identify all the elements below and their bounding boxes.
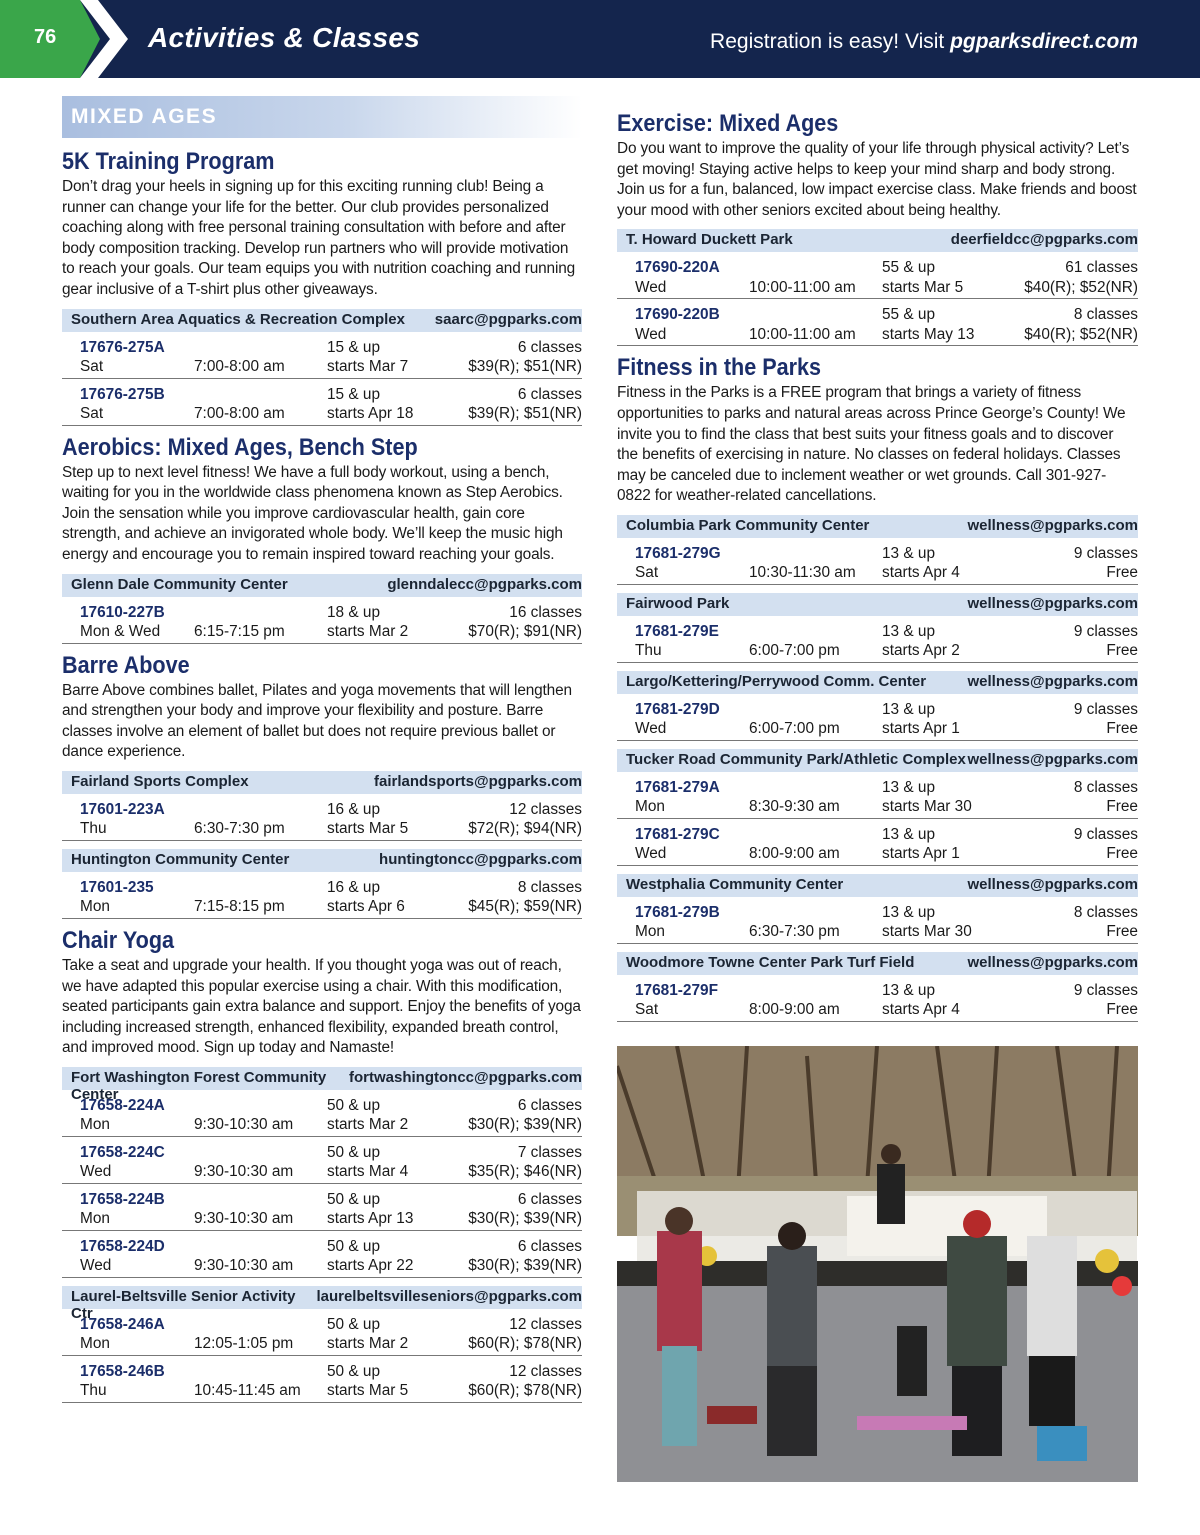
class-count: 12 classes	[509, 1362, 582, 1380]
location-email[interactable]: wellness@pgparks.com	[967, 516, 1138, 534]
location-email[interactable]: laurelbeltsvilleseniors@pgparks.com	[316, 1287, 582, 1305]
mixed-ages-banner: MIXED AGES	[62, 96, 582, 138]
fee: Free	[1106, 720, 1138, 738]
course-code[interactable]: 17690-220A	[635, 259, 720, 277]
location-email[interactable]: wellness@pgparks.com	[967, 750, 1138, 768]
program-title: Aerobics: Mixed Ages, Bench Step	[62, 433, 418, 461]
meeting-day: Mon	[80, 1335, 110, 1353]
course-code[interactable]: 17681-279A	[635, 778, 720, 796]
meeting-time: 6:00-7:00 pm	[749, 720, 840, 738]
start-date: starts Mar 2	[327, 1116, 409, 1134]
course-code[interactable]: 17658-224D	[80, 1237, 165, 1255]
location-name: Glenn Dale Community Center	[71, 575, 288, 593]
program-description: Don’t drag your heels in signing up for this exciting running club! Being a runner can change your life for the better. Our club provides personalized coaching along with free personal training consultation with before and after body composition tracking. Develop run partners who will provide motivation to reach your goals. Our team equips you with nutrition coaching and running gear inclusive of a T-shirt plus other giveaways.	[62, 178, 576, 298]
class-count: 9 classes	[1073, 700, 1138, 718]
location-block	[62, 574, 582, 644]
age-range: 50 & up	[327, 1362, 381, 1380]
location-bar	[617, 749, 1138, 772]
class-count: 9 classes	[1073, 825, 1138, 843]
age-range: 13 & up	[882, 778, 936, 796]
fee: $35(R); $46(NR)	[468, 1163, 582, 1181]
meeting-day: Mon	[80, 898, 110, 916]
meeting-day: Wed	[635, 278, 667, 296]
program-description: Take a seat and upgrade your health. If you thought yoga was out of reach, we have adapted this popular exercise using a chair. With this modification, seated participants gain extra balance and support. Enjoy the benefits of yoga including increased strength, enhanced flexibility, expanded breath control, and improved mood. Sign up today and Namaste!	[62, 956, 581, 1057]
class-row	[62, 1137, 582, 1184]
meeting-day: Mon & Wed	[80, 623, 161, 641]
location-block	[617, 593, 1138, 663]
meeting-time: 6:00-7:00 pm	[749, 642, 840, 660]
course-code[interactable]: 17676-275B	[80, 385, 165, 403]
class-row	[62, 1090, 582, 1137]
location-block	[617, 874, 1138, 944]
age-range: 50 & up	[327, 1143, 381, 1161]
location-name: Westphalia Community Center	[626, 875, 844, 893]
course-code[interactable]: 17681-279B	[635, 903, 720, 921]
class-row	[62, 872, 582, 919]
meeting-day: Sat	[635, 1001, 659, 1019]
meeting-time: 9:30-10:30 am	[194, 1116, 294, 1134]
location-name: Tucker Road Community Park/Athletic Complex	[626, 750, 966, 768]
class-count: 8 classes	[517, 878, 582, 896]
spacer	[749, 825, 882, 845]
class-count: 6 classes	[517, 338, 582, 356]
location-name: Laurel-Beltsville Senior Activity Ctr	[71, 1287, 296, 1322]
class-row	[617, 772, 1138, 819]
spacer	[194, 800, 327, 820]
location-block	[617, 749, 1138, 866]
location-block	[62, 1286, 582, 1403]
registration-tagline: Registration is easy! Visit pgparksdirect.com	[710, 30, 1138, 53]
course-code[interactable]: 17681-279E	[635, 622, 719, 640]
class-count: 9 classes	[1073, 622, 1138, 640]
spacer	[749, 700, 882, 720]
location-email[interactable]: fortwashingtoncc@pgparks.com	[349, 1068, 582, 1086]
class-row	[62, 1309, 582, 1356]
location-bar	[617, 671, 1138, 694]
fee: $30(R); $39(NR)	[468, 1116, 582, 1134]
location-email[interactable]: wellness@pgparks.com	[967, 672, 1138, 690]
age-range: 50 & up	[327, 1315, 381, 1333]
course-code[interactable]: 17601-235	[80, 878, 154, 896]
location-email[interactable]: wellness@pgparks.com	[967, 953, 1138, 971]
class-row	[62, 597, 582, 644]
fee: Free	[1106, 564, 1138, 582]
meeting-time: 6:30-7:30 pm	[749, 923, 840, 941]
age-range: 50 & up	[327, 1237, 381, 1255]
spacer	[194, 1237, 327, 1257]
start-date: starts May 13	[882, 325, 975, 343]
meeting-day: Wed	[635, 325, 667, 343]
spacer	[194, 1362, 327, 1382]
meeting-day: Mon	[80, 1116, 110, 1134]
course-code[interactable]: 17601-223A	[80, 800, 165, 818]
class-row	[62, 1184, 582, 1231]
age-range: 16 & up	[327, 800, 381, 818]
fitness-class-photo	[617, 1046, 1138, 1482]
fee: $60(R); $78(NR)	[468, 1382, 582, 1400]
course-code[interactable]: 17610-227B	[80, 603, 165, 621]
fee: $60(R); $78(NR)	[468, 1335, 582, 1353]
course-code[interactable]: 17681-279F	[635, 981, 719, 999]
location-name: Fairwood Park	[626, 594, 730, 612]
meeting-day: Wed	[635, 720, 667, 738]
age-range: 15 & up	[327, 385, 381, 403]
class-count: 61 classes	[1065, 259, 1138, 277]
fee: Free	[1106, 1001, 1138, 1019]
location-bar	[62, 574, 582, 597]
meeting-day: Mon	[80, 1210, 110, 1228]
class-row	[617, 819, 1138, 866]
meeting-time: 7:15-8:15 pm	[194, 898, 285, 916]
fee: Free	[1106, 923, 1138, 941]
meeting-time: 6:15-7:15 pm	[194, 623, 285, 641]
start-date: starts Mar 5	[327, 820, 409, 838]
start-date: starts Mar 2	[327, 623, 409, 641]
class-row	[617, 897, 1138, 944]
class-count: 9 classes	[1073, 544, 1138, 562]
meeting-time: 9:30-10:30 am	[194, 1163, 294, 1181]
start-date: starts Apr 13	[327, 1210, 414, 1228]
meeting-time: 6:30-7:30 pm	[194, 820, 285, 838]
meeting-time: 7:00-8:00 am	[194, 405, 285, 423]
course-code[interactable]: 17681-279D	[635, 700, 720, 718]
course-code[interactable]: 17658-224A	[80, 1096, 165, 1114]
program-title: Barre Above	[62, 651, 190, 679]
fee: $30(R); $39(NR)	[468, 1210, 582, 1228]
meeting-time: 10:00-11:00 am	[749, 278, 856, 296]
location-block	[62, 309, 582, 426]
age-range: 15 & up	[327, 338, 381, 356]
start-date: starts Apr 4	[882, 1001, 960, 1019]
location-bar	[62, 849, 582, 872]
location-bar	[617, 515, 1138, 538]
meeting-time: 10:00-11:00 am	[749, 325, 856, 343]
meeting-day: Thu	[80, 820, 107, 838]
spacer	[749, 305, 882, 325]
location-email[interactable]: deerfieldcc@pgparks.com	[950, 231, 1138, 249]
fee: Free	[1106, 642, 1138, 660]
start-date: starts Mar 2	[327, 1335, 409, 1353]
age-range: 13 & up	[882, 622, 936, 640]
course-code[interactable]: 17676-275A	[80, 338, 165, 356]
start-date: starts Mar 5	[327, 1382, 409, 1400]
location-name: Columbia Park Community Center	[626, 516, 870, 534]
class-row	[62, 794, 582, 841]
age-range: 13 & up	[882, 825, 936, 843]
class-row	[617, 975, 1138, 1022]
location-email[interactable]: saarc@pgparks.com	[434, 310, 582, 328]
spacer	[749, 981, 882, 1001]
start-date: starts Mar 7	[327, 358, 409, 376]
start-date: starts Apr 2	[882, 642, 960, 660]
location-name: Largo/Kettering/Perrywood Comm. Center	[626, 672, 927, 690]
spacer	[194, 1190, 327, 1210]
start-date: starts Mar 30	[882, 798, 972, 816]
age-range: 18 & up	[327, 603, 381, 621]
class-count: 6 classes	[517, 1237, 582, 1255]
meeting-day: Thu	[635, 642, 662, 660]
meeting-day: Sat	[80, 358, 104, 376]
age-range: 16 & up	[327, 878, 381, 896]
spacer	[194, 385, 327, 405]
spacer	[749, 622, 882, 642]
location-name: Southern Area Aquatics & Recreation Complex	[71, 310, 405, 328]
class-count: 6 classes	[517, 1190, 582, 1208]
program-title: Fitness in the Parks	[617, 354, 822, 382]
course-code[interactable]: 17658-224C	[80, 1143, 165, 1161]
meeting-time: 12:05-1:05 pm	[194, 1335, 294, 1353]
location-email[interactable]: huntingtoncc@pgparks.com	[379, 850, 582, 868]
location-email[interactable]: wellness@pgparks.com	[967, 594, 1138, 612]
fee: $40(R); $52(NR)	[1024, 325, 1138, 343]
spacer	[194, 878, 327, 898]
age-range: 55 & up	[882, 306, 936, 324]
age-range: 13 & up	[882, 903, 936, 921]
class-row	[62, 379, 582, 426]
location-block	[62, 771, 582, 841]
section-title: Activities & Classes	[148, 22, 421, 53]
fee: $70(R); $91(NR)	[468, 623, 582, 641]
start-date: starts Apr 22	[327, 1257, 414, 1275]
location-name: Fort Washington Forest Community Center	[71, 1068, 327, 1103]
location-block	[617, 229, 1138, 346]
course-code[interactable]: 17681-279C	[635, 825, 720, 843]
start-date: starts Apr 1	[882, 845, 960, 863]
meeting-day: Thu	[80, 1382, 107, 1400]
class-count: 6 classes	[517, 1096, 582, 1114]
left-column	[62, 96, 582, 1411]
location-name: Huntington Community Center	[71, 850, 290, 868]
spacer	[194, 603, 327, 623]
class-count: 7 classes	[517, 1143, 582, 1161]
age-range: 50 & up	[327, 1096, 381, 1114]
meeting-day: Sat	[635, 564, 659, 582]
age-range: 13 & up	[882, 544, 936, 562]
meeting-time: 8:00-9:00 am	[749, 845, 840, 863]
location-email[interactable]: wellness@pgparks.com	[967, 875, 1138, 893]
location-bar	[62, 771, 582, 794]
meeting-time: 8:30-9:30 am	[749, 798, 840, 816]
meeting-time: 10:45-11:45 am	[194, 1382, 301, 1400]
location-bar	[62, 1286, 582, 1322]
program-description: Fitness in the Parks is a FREE program that brings a variety of fitness opportunities to parks and natural areas across Prince George’s County! We invite you to find the class that best suits your fitness goals and to discover the benefits of exercising in nature. No classes on federal holidays. Classes may be canceled due to inclement weather or wet grounds. Call 301-927-0822 for weather-related cancellations.	[617, 384, 1126, 505]
meeting-day: Mon	[635, 798, 665, 816]
fee: Free	[1106, 798, 1138, 816]
class-row	[62, 332, 582, 379]
start-date: starts Apr 18	[327, 405, 414, 423]
program-description: Do you want to improve the quality of your life through physical activity? Let’s get moving! Staying active helps to keep your mind sharp and body strong. Join us for a fun, balanced, low impact exercise class. Make friends and boost your mood with other seniors excited about being healthy.	[617, 140, 1137, 219]
class-row	[617, 694, 1138, 741]
class-count: 12 classes	[509, 1315, 582, 1333]
meeting-time: 9:30-10:30 am	[194, 1210, 294, 1228]
class-row	[617, 616, 1138, 663]
class-count: 12 classes	[509, 800, 582, 818]
program-description: Barre Above combines ballet, Pilates and yoga movements that will lengthen and strengthen your body and improve your flexibility and posture. Barre classes involve an element of ballet but does not require previous ballet or dance experience.	[62, 681, 572, 761]
class-row	[62, 1356, 582, 1403]
course-code[interactable]: 17690-220B	[635, 306, 720, 324]
meeting-day: Sat	[80, 405, 104, 423]
class-row	[617, 538, 1138, 585]
location-bar	[617, 874, 1138, 897]
location-bar	[617, 229, 1138, 252]
class-count: 16 classes	[509, 603, 582, 621]
course-code[interactable]: 17658-246A	[80, 1315, 165, 1333]
spacer	[194, 1143, 327, 1163]
class-count: 9 classes	[1073, 981, 1138, 999]
start-date: starts Apr 6	[327, 898, 405, 916]
class-row	[62, 1231, 582, 1278]
course-code[interactable]: 17658-224B	[80, 1190, 165, 1208]
location-block	[62, 1067, 582, 1278]
meeting-day: Wed	[80, 1257, 112, 1275]
meeting-time: 8:00-9:00 am	[749, 1001, 840, 1019]
course-code[interactable]: 17681-279G	[635, 544, 721, 562]
program-title: Exercise: Mixed Ages	[617, 110, 839, 137]
age-range: 13 & up	[882, 700, 936, 718]
fee: $45(R); $59(NR)	[468, 898, 582, 916]
website-link[interactable]: pgparksdirect.com	[950, 30, 1138, 53]
start-date: starts Apr 4	[882, 564, 960, 582]
start-date: starts Mar 5	[882, 278, 964, 296]
spacer	[194, 1096, 327, 1116]
meeting-time: 7:00-8:00 am	[194, 358, 285, 376]
meeting-time: 9:30-10:30 am	[194, 1257, 294, 1275]
fee: $39(R); $51(NR)	[468, 358, 582, 376]
location-bar	[617, 952, 1138, 975]
program-title: Chair Yoga	[62, 926, 175, 954]
start-date: starts Mar 4	[327, 1163, 409, 1181]
page-number: 76	[34, 26, 57, 48]
meeting-day: Mon	[635, 923, 665, 941]
location-name: Woodmore Towne Center Park Turf Field	[626, 953, 915, 971]
age-range: 50 & up	[327, 1190, 381, 1208]
location-email[interactable]: fairlandsports@pgparks.com	[373, 772, 582, 790]
fee: $40(R); $52(NR)	[1024, 278, 1138, 296]
age-range: 55 & up	[882, 259, 936, 277]
location-block	[617, 671, 1138, 741]
meeting-time: 10:30-11:30 am	[749, 564, 856, 582]
location-bar	[617, 593, 1138, 616]
location-block	[617, 515, 1138, 585]
location-name: Fairland Sports Complex	[71, 772, 249, 790]
age-range: 13 & up	[882, 981, 936, 999]
location-bar	[62, 309, 582, 332]
class-count: 8 classes	[1073, 903, 1138, 921]
start-date: starts Apr 1	[882, 720, 960, 738]
location-block	[617, 952, 1138, 1022]
fee: $30(R); $39(NR)	[468, 1257, 582, 1275]
class-count: 8 classes	[1073, 306, 1138, 324]
start-date: starts Mar 30	[882, 923, 972, 941]
class-count: 6 classes	[517, 385, 582, 403]
program-title: 5K Training Program	[62, 148, 275, 175]
class-row	[617, 299, 1138, 346]
right-column	[617, 108, 1138, 1030]
spacer	[194, 338, 327, 358]
fee: $72(R); $94(NR)	[468, 820, 582, 838]
spacer	[194, 1315, 327, 1335]
meeting-day: Wed	[80, 1163, 112, 1181]
fee: Free	[1106, 845, 1138, 863]
location-name: T. Howard Duckett Park	[626, 231, 793, 249]
program-description: Step up to next level fitness! We have a full body workout, using a bench, waiting for you in the worldwide class phenomena known as Step Aerobics. Join the sensation while you improve cardiovascular health, gain core strength, and achieve an invigorated whole body. We’ll keep the music high energy and encourage you to remain inspired toward reaching your goals.	[62, 463, 563, 563]
spacer	[749, 544, 882, 564]
location-email[interactable]: glenndalecc@pgparks.com	[387, 575, 582, 593]
spacer	[749, 258, 882, 278]
course-code[interactable]: 17658-246B	[80, 1362, 165, 1380]
spacer	[749, 903, 882, 923]
class-count: 8 classes	[1073, 778, 1138, 796]
meeting-day: Wed	[635, 845, 667, 863]
location-block	[62, 849, 582, 919]
fee: $39(R); $51(NR)	[468, 405, 582, 423]
location-bar	[62, 1067, 582, 1103]
spacer	[749, 778, 882, 798]
class-row	[617, 252, 1138, 299]
